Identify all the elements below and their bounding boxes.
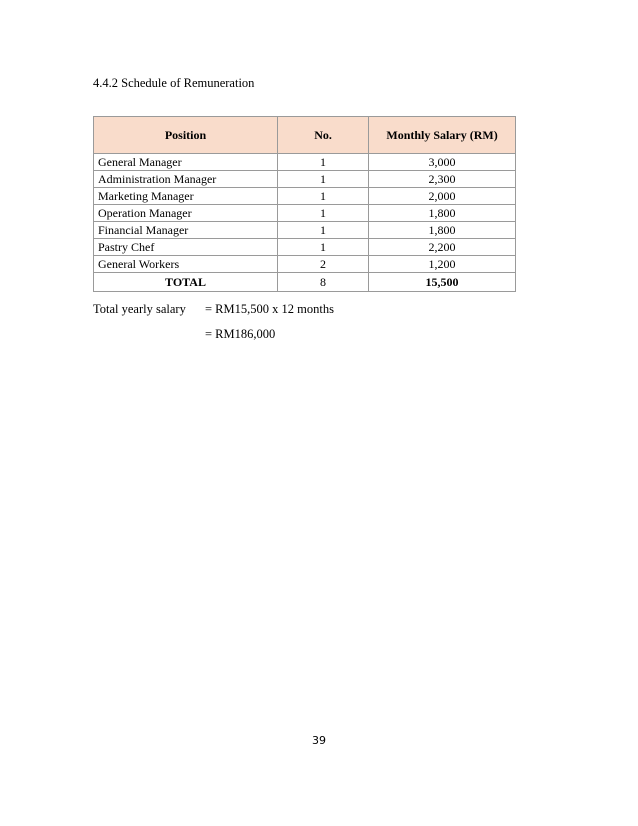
cell-salary: 1,200 <box>369 256 516 273</box>
cell-salary: 2,000 <box>369 188 516 205</box>
table-row <box>94 154 516 171</box>
cell-position: Administration Manager <box>94 171 278 188</box>
table-row <box>94 205 516 222</box>
cell-no: 1 <box>278 171 369 188</box>
cell-salary: 3,000 <box>369 154 516 171</box>
cell-position: General Workers <box>94 256 278 273</box>
cell-no: 1 <box>278 154 369 171</box>
table-row <box>94 171 516 188</box>
header-no: No. <box>278 117 369 154</box>
cell-position: Marketing Manager <box>94 188 278 205</box>
yearly-salary-formula: = RM15,500 x 12 months <box>205 302 334 316</box>
section-heading: 4.4.2 Schedule of Remuneration <box>93 76 255 90</box>
page-number: 39 <box>312 734 326 747</box>
table-total-row <box>94 273 516 292</box>
table-row <box>94 222 516 239</box>
cell-no: 1 <box>278 222 369 239</box>
cell-salary: 2,300 <box>369 171 516 188</box>
cell-salary: 2,200 <box>369 239 516 256</box>
table-header-row <box>94 117 516 154</box>
table-row <box>94 239 516 256</box>
yearly-salary-result: = RM186,000 <box>205 327 276 341</box>
cell-no: 1 <box>278 205 369 222</box>
remuneration-table <box>93 116 516 292</box>
cell-no: 2 <box>278 256 369 273</box>
table-row <box>94 188 516 205</box>
cell-no: 1 <box>278 188 369 205</box>
cell-position: Financial Manager <box>94 222 278 239</box>
yearly-salary-label: Total yearly salary <box>93 302 186 316</box>
total-salary: 15,500 <box>369 273 516 292</box>
total-no: 8 <box>278 273 369 292</box>
cell-position: Operation Manager <box>94 205 278 222</box>
header-monthly-salary: Monthly Salary (RM) <box>369 117 516 154</box>
cell-no: 1 <box>278 239 369 256</box>
header-position: Position <box>94 117 278 154</box>
yearly-salary-line <box>93 302 334 317</box>
table-row <box>94 256 516 273</box>
cell-position: General Manager <box>94 154 278 171</box>
cell-salary: 1,800 <box>369 222 516 239</box>
total-label: TOTAL <box>94 273 278 292</box>
cell-salary: 1,800 <box>369 205 516 222</box>
cell-position: Pastry Chef <box>94 239 278 256</box>
